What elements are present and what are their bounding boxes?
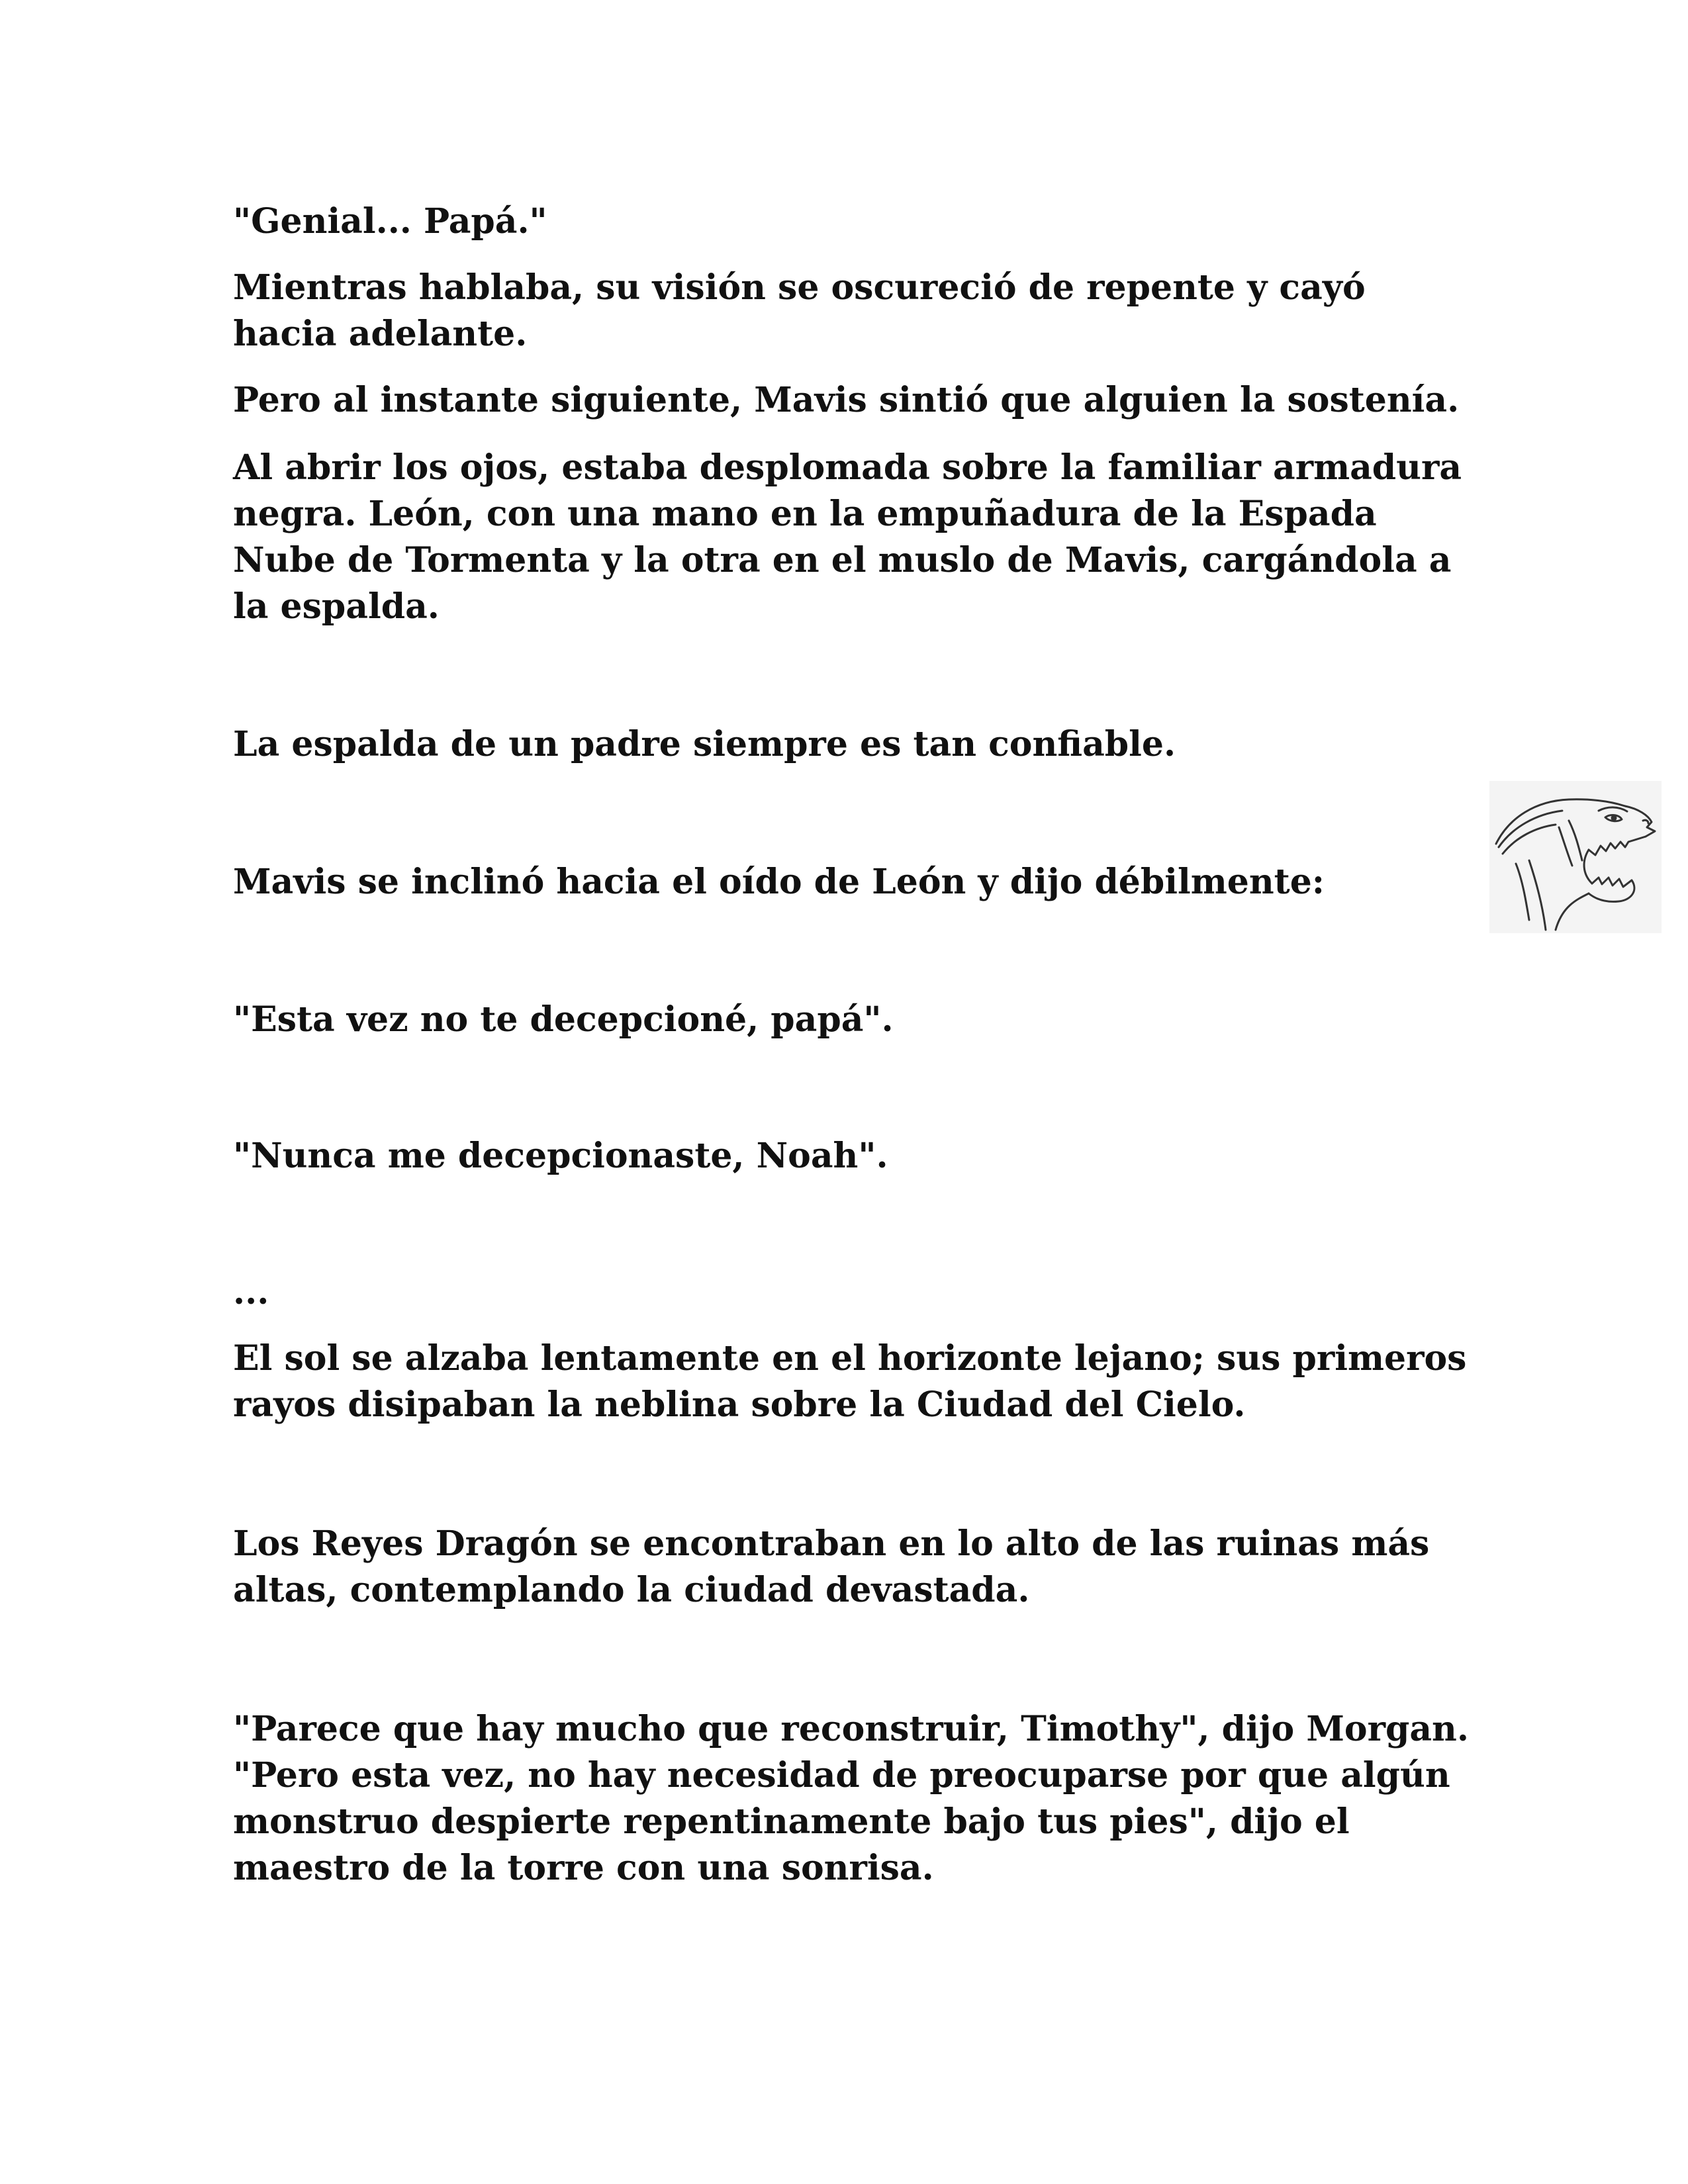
paragraph-5: La espalda de un padre siempre es tan confiable.	[233, 724, 1176, 764]
paragraph-11: "Parece que hay mucho que reconstruir, Timothy", dijo Morgan. "Pero esta vez, no hay necesidad de preocuparse por que algún monstruo despierte repentinamente bajo tus pies", dijo el maestro de la torre con una sonrisa.	[233, 1709, 1469, 1888]
paragraph-9: El sol se alzaba lentamente en el horizonte lejano; sus primeros rayos disipaban la neblina sobre la Ciudad del Cielo.	[233, 1338, 1467, 1425]
scene-break: ...	[233, 1272, 269, 1312]
paragraph-2: Mientras hablaba, su visión se oscureció de repente y cayó hacia adelante.	[233, 267, 1366, 354]
paragraph-4: Al abrir los ojos, estaba desplomada sobre la familiar armadura negra. León, con una mano en la empuñadura de la Espada Nube de Tormenta y la otra en el muslo de Mavis, cargándola a la espalda.	[233, 447, 1462, 627]
dinosaur-head-sketch-icon	[1489, 781, 1662, 933]
paragraph-6: Mavis se inclinó hacia el oído de León y dijo débilmente:	[233, 862, 1325, 902]
paragraph-8: "Nunca me decepcionaste, Noah".	[233, 1136, 888, 1176]
paragraph-7: "Esta vez no te decepcioné, papá".	[233, 999, 894, 1040]
paragraph-3: Pero al instante siguiente, Mavis sintió que alguien la sostenía.	[233, 380, 1460, 420]
paragraph-10: Los Reyes Dragón se encontraban en lo alto de las ruinas más altas, contemplando la ciudad devastada.	[233, 1524, 1430, 1610]
paragraph-1: "Genial... Papá."	[233, 201, 547, 242]
